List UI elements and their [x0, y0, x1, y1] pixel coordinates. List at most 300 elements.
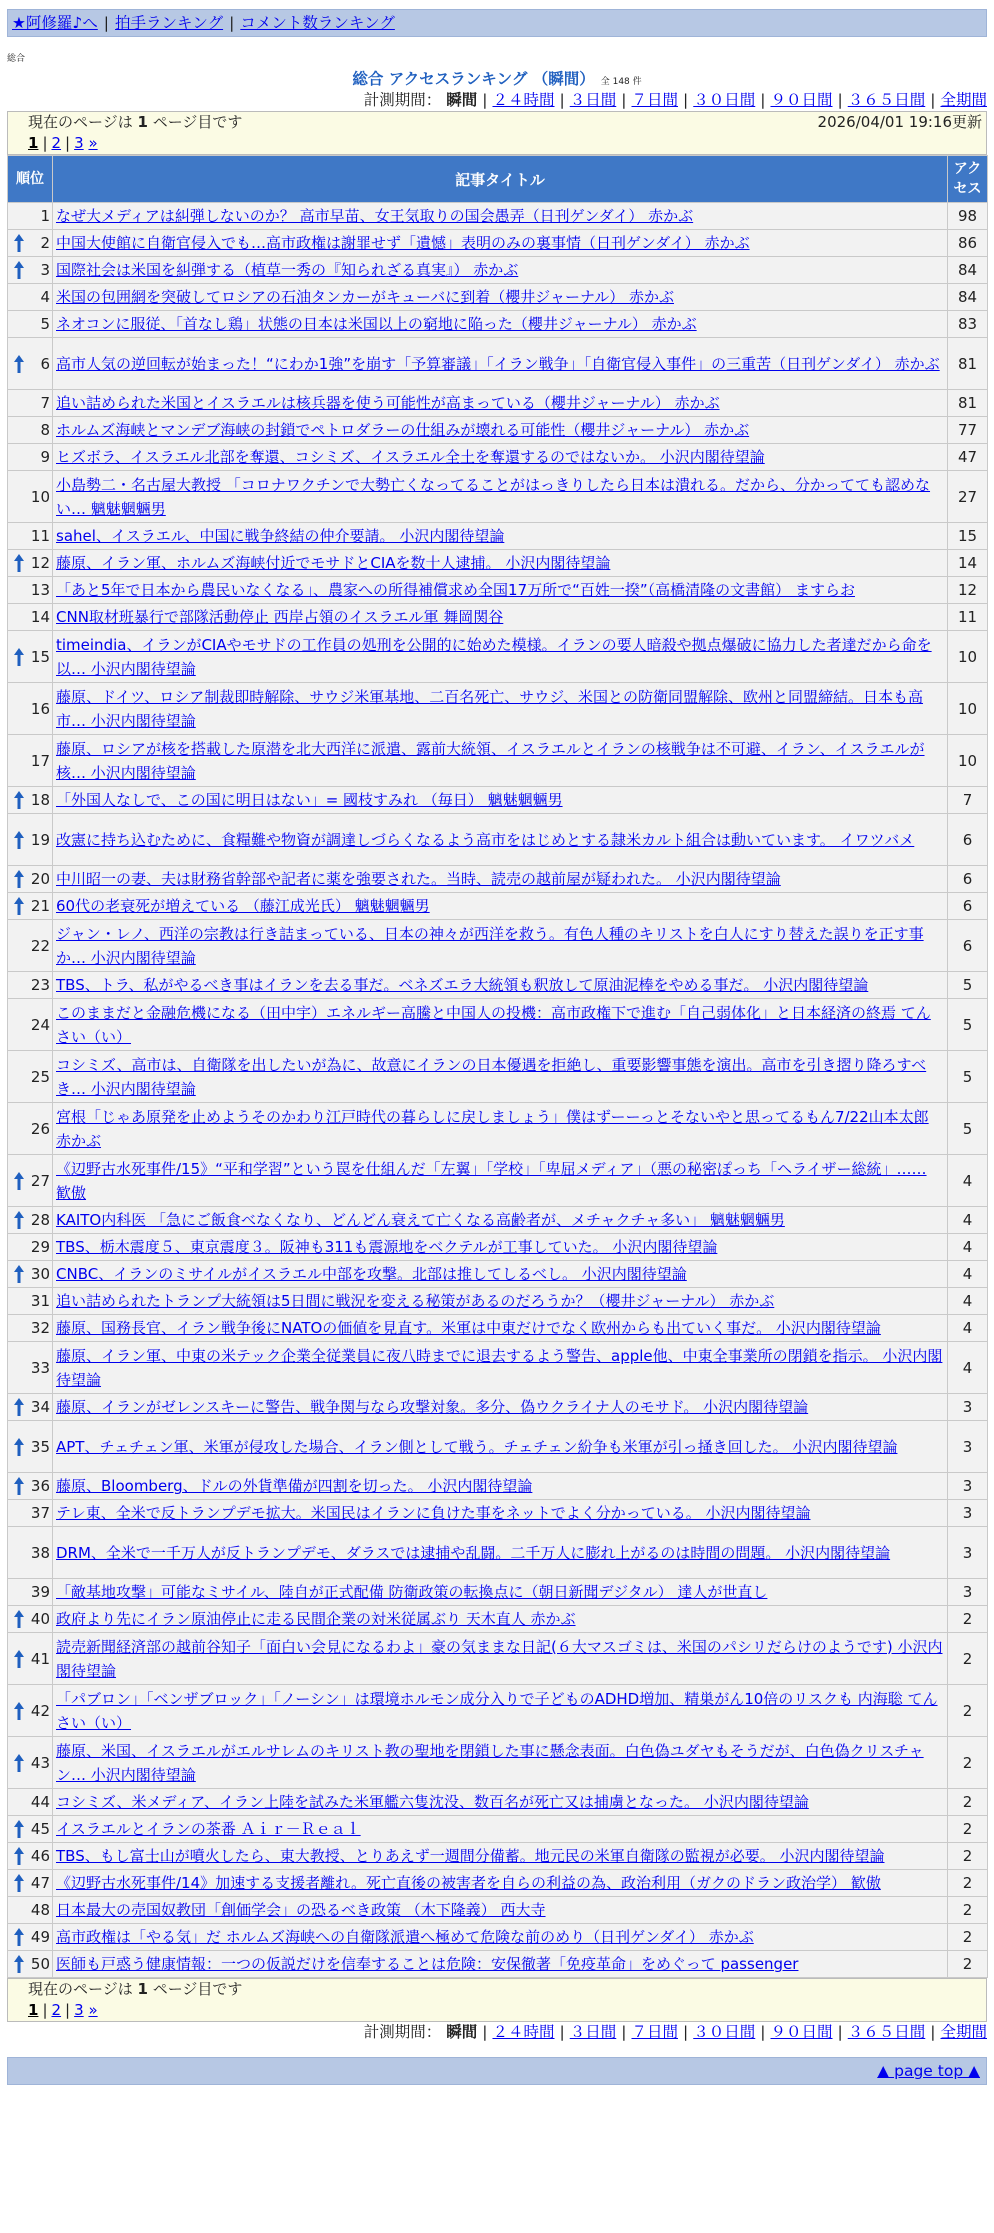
article-link[interactable]: 高市人気の逆回転が始まった！“にわか1強”を崩す「予算審議」「イラン戦争」「自衛官侵入事件」の三重苦（日刊ゲンダイ） 赤かぶ — [56, 354, 940, 373]
up-arrow-icon — [14, 1438, 24, 1456]
rank-cell — [8, 1870, 53, 1897]
rank-number: 16 — [30, 699, 50, 718]
article-link[interactable]: KAITO内科医 「急にご飯食べなくなり、どんどん衰えて亡くなる高齢者が、メチャクチャ多い」 魑魅魍魎男 — [56, 1211, 785, 1229]
article-link[interactable]: 藤原、ドイツ、ロシア制裁即時解除、サウジ米軍基地、二百名死亡、サウジ、米国との防衛同盟解除、欧州と同盟締結。日本も高市… 小沢内閣待望論 — [56, 687, 924, 730]
rank-cell — [8, 1527, 53, 1579]
title-cell — [53, 814, 948, 866]
rank-cell — [8, 1633, 53, 1685]
article-link[interactable]: 藤原、米国、イスラエルがエルサレムのキリスト教の聖地を閉鎖した事に懸念表面。白色偽ユダヤもそうだが、白色偽クリスチャン… 小沢内閣待望論 — [56, 1741, 924, 1784]
rank-cell — [8, 1103, 53, 1155]
article-link[interactable]: DRM、全米で一千万人が反トランプデモ、ダラスでは逮捕や乱闘。二千万人に膨れ上がるのは時間の問題。 小沢内閣待望論 — [56, 1543, 891, 1562]
title-cell — [53, 1816, 948, 1843]
table-row — [8, 1606, 988, 1633]
access-count: 2 — [948, 1789, 988, 1816]
article-link[interactable]: 《辺野古水死事件/14》加速する支援者離れ。死亡直後の被害者を自らの利益の為、政治利用（ガクのドラン政治学） 歓傲 — [56, 1874, 881, 1892]
access-count: 5 — [948, 972, 988, 999]
table-row — [8, 683, 988, 735]
access-count: 2 — [948, 1633, 988, 1685]
rank-number: 10 — [30, 487, 50, 506]
page-link-bottom[interactable]: 1 — [28, 2001, 39, 2019]
article-link[interactable]: コシミズ、高市は、自衛隊を出したいが為に、故意にイランの日本優遇を拒絶し、重要影響事態を演出。高市を引き摺り降ろすべき… 小沢内閣待望論 — [56, 1055, 927, 1098]
table-row — [8, 1924, 988, 1951]
period-link[interactable]: ３日間 — [569, 91, 617, 109]
rank-cell — [8, 1500, 53, 1527]
rank-cell — [8, 471, 53, 523]
top-nav-bar: ★阿修羅♪へ | 拍手ランキング | コメント数ランキング — [7, 9, 987, 37]
access-count: 3 — [948, 1421, 988, 1473]
page-info-bottom — [7, 1978, 987, 2022]
title-cell — [53, 444, 948, 471]
table-row — [8, 1234, 988, 1261]
title-cell — [53, 550, 948, 577]
title-cell — [53, 523, 948, 550]
page-suffix: ページ目です — [152, 113, 243, 131]
period-link[interactable]: ９０日間 — [770, 91, 833, 109]
rank-cell — [8, 417, 53, 444]
title-cell — [53, 1789, 948, 1816]
period-separator-bottom: | — [482, 2023, 488, 2041]
up-arrow-icon — [14, 791, 24, 809]
access-count: 4 — [948, 1234, 988, 1261]
pager-separator: | — [42, 134, 48, 152]
article-link[interactable]: 藤原、Bloomberg、ドルの外貨準備が四割を切った。 小沢内閣待望論 — [56, 1477, 533, 1495]
article-link[interactable]: このままだと金融危機になる（田中宇）エネルギー高騰と中国人の投機：高市政権下で進む「自己弱体化」と日本経済の終焉 てんさい（い） — [56, 1003, 931, 1046]
access-count: 6 — [948, 920, 988, 972]
page-prefix-bottom: 現在のページは — [28, 1980, 133, 1998]
rank-number: 38 — [30, 1543, 50, 1562]
rank-cell — [8, 1288, 53, 1315]
updated-time: 2026/04/01 19:16更新 — [817, 113, 982, 131]
article-link[interactable]: TBS、もし富士山が噴火したら、東大教授、とりあえず一週間分備蓄。地元民の米軍自衛隊の監視が必要。 小沢内閣待望論 — [56, 1847, 885, 1865]
rank-cell — [8, 1897, 53, 1924]
rank-number: 1 — [40, 207, 50, 225]
period-separator-bottom: | — [621, 2023, 627, 2041]
table-row — [8, 257, 988, 284]
access-header: アクセス — [948, 156, 988, 203]
next-page-link-bottom[interactable]: » — [88, 2001, 98, 2019]
current-page-number: 1 — [137, 113, 148, 131]
article-link[interactable]: 「パブロン」「ベンザブロック」「ノーシン」は環境ホルモン成分入りで子どものADHD増加、精巣がん10倍のリスクも 内海聡 てんさい（い） — [56, 1689, 938, 1732]
title-cell — [53, 257, 948, 284]
table-row — [8, 1579, 988, 1606]
title-cell — [53, 338, 948, 390]
rank-number: 6 — [40, 354, 50, 373]
rank-number: 41 — [30, 1649, 50, 1668]
rank-cell — [8, 1394, 53, 1421]
access-count: 2 — [948, 1606, 988, 1633]
period-link-bottom[interactable]: ２４時間 — [492, 2023, 555, 2041]
table-row — [8, 550, 988, 577]
rank-cell — [8, 1789, 53, 1816]
access-count: 14 — [948, 550, 988, 577]
table-row — [8, 1051, 988, 1103]
rank-cell — [8, 1606, 53, 1633]
rank-number: 15 — [30, 647, 50, 666]
rank-cell — [8, 1737, 53, 1789]
title-cell — [53, 230, 948, 257]
bottom-bar — [7, 2057, 987, 2085]
period-link[interactable]: ２４時間 — [492, 91, 555, 109]
page-title-text: 総合 アクセスランキング （瞬間） — [352, 70, 595, 88]
rank-number: 21 — [30, 897, 50, 915]
title-cell — [53, 866, 948, 893]
period-link-bottom[interactable]: 全期間 — [940, 2023, 987, 2041]
access-count: 2 — [948, 1816, 988, 1843]
access-count: 2 — [948, 1843, 988, 1870]
article-link[interactable]: 藤原、イランがゼレンスキーに警告、戦争関与なら攻撃対象。多分、偽ウクライナ人のモサド。 小沢内閣待望論 — [56, 1398, 809, 1416]
period-selector-bottom — [7, 2022, 987, 2043]
title-cell — [53, 683, 948, 735]
table-row — [8, 735, 988, 787]
up-arrow-icon — [14, 1610, 24, 1628]
article-link[interactable]: イスラエルとイランの茶番 Ａｉｒ－Ｒｅａｌ — [56, 1820, 361, 1838]
access-count: 10 — [948, 735, 988, 787]
table-row — [8, 1897, 988, 1924]
access-count: 3 — [948, 1527, 988, 1579]
pager-separator-bottom: | — [42, 2001, 48, 2019]
up-arrow-icon — [14, 1650, 24, 1668]
rank-number: 20 — [30, 870, 50, 888]
article-link[interactable]: 国際社会は米国を糾弾する（植草一秀の『知られざる真実』） 赤かぶ — [56, 261, 519, 279]
article-link[interactable]: APT、チェチェン軍、米軍が侵攻した場合、イラン側として戦う。チェチェン紛争も米軍が引っ掻き回した。 小沢内閣待望論 — [56, 1437, 898, 1456]
rank-cell — [8, 735, 53, 787]
article-link[interactable]: 小島勢二・名古屋大教授 「コロナワクチンで大勢亡くなってることがはっきりしたら日本は潰れる。だから、分かってても認めない… 魑魅魍魎男 — [56, 475, 931, 518]
table-row — [8, 1394, 988, 1421]
applause-ranking-link[interactable]: 拍手ランキング — [115, 14, 224, 32]
rank-cell — [8, 257, 53, 284]
up-arrow-icon — [14, 1754, 24, 1772]
table-row — [8, 417, 988, 444]
article-link[interactable]: 「敵基地攻撃」可能なミサイル、陸自が正式配備 防衛政策の転換点に（朝日新聞デジタル） 達人が世直し — [56, 1583, 768, 1601]
title-cell — [53, 1737, 948, 1789]
table-row — [8, 444, 988, 471]
title-cell — [53, 1288, 948, 1315]
rank-number: 7 — [40, 394, 50, 412]
access-count: 98 — [948, 203, 988, 230]
title-cell — [53, 1685, 948, 1737]
rank-cell — [8, 1051, 53, 1103]
period-separator-bottom: | — [683, 2023, 689, 2041]
page-link-bottom[interactable]: 3 — [74, 2001, 84, 2019]
access-count: 86 — [948, 230, 988, 257]
rank-number: 17 — [30, 751, 50, 770]
page-link[interactable]: 3 — [74, 134, 84, 152]
rank-cell — [8, 284, 53, 311]
period-separator: | — [837, 91, 843, 109]
title-cell — [53, 417, 948, 444]
article-link[interactable]: 藤原、イラン軍、ホルムズ海峡付近でモサドとCIAを数十人逮捕。 小沢内閣待望論 — [56, 554, 611, 572]
period-link[interactable]: 全期間 — [940, 91, 987, 109]
page-link[interactable]: 2 — [51, 134, 62, 152]
rank-number: 3 — [40, 261, 50, 279]
up-arrow-icon — [14, 1702, 24, 1720]
access-count: 10 — [948, 631, 988, 683]
table-row — [8, 390, 988, 417]
title-cell — [53, 1155, 948, 1207]
period-label: 計測期間： — [363, 91, 442, 109]
article-link[interactable]: 藤原、国務長官、イラン戦争後にNATOの価値を見直す。米軍は中東だけでなく欧州からも出ていく事だ。 小沢内閣待望論 — [56, 1319, 881, 1337]
article-link[interactable]: ジャン・レノ、西洋の宗教は行き詰まっている、日本の神々が西洋を救う。有色人種のキリストを白人にすり替えた誤りを正す事か… 小沢内閣待望論 — [56, 924, 924, 967]
rank-number: 33 — [30, 1358, 50, 1377]
access-count: 3 — [948, 1473, 988, 1500]
article-link[interactable]: 《辺野古水死事件/15》“平和学習”という罠を仕組んだ「左翼」「学校」「卑屈メディア」（悪の秘密ぽっち「ヘライザー総統」…… 歓傲 — [56, 1159, 927, 1202]
rank-cell — [8, 866, 53, 893]
title-cell — [53, 1315, 948, 1342]
article-link[interactable]: TBS、栃木震度５、東京震度３。阪神も311も震源地をベクテルが工事していた。 小沢内閣待望論 — [56, 1238, 718, 1256]
article-link[interactable]: timeindia、イランがCIAやモサドの工作員の処刑を公開的に始めた模様。イランの要人暗殺や拠点爆破に協力した者達だから命を以… 小沢内閣待望論 — [56, 635, 932, 678]
article-link[interactable]: ネオコンに服従、「首なし鶏」状態の日本は米国以上の窮地に陥った（櫻井ジャーナル） 赤かぶ — [56, 315, 697, 333]
access-count: 2 — [948, 1924, 988, 1951]
access-count: 4 — [948, 1342, 988, 1394]
rank-cell — [8, 577, 53, 604]
rank-number: 18 — [30, 791, 50, 809]
rank-cell — [8, 1261, 53, 1288]
article-link[interactable]: 医師も戸惑う健康情報：一つの仮説だけを信奉することは危険：安保徹著「免疫革命」をめぐって passenger — [56, 1955, 799, 1973]
article-link[interactable]: CNBC、イランのミサイルがイスラエル中部を攻撃。北部は推してしるべし。 小沢内閣待望論 — [56, 1265, 687, 1283]
title-cell — [53, 390, 948, 417]
rank-number: 48 — [30, 1901, 50, 1919]
article-link[interactable]: 読売新聞経済部の越前谷知子「面白い会見になるわよ」豪の気ままな日記(６大マスゴミは、米国のパシリだらけのようです) 小沢内閣待望論 — [56, 1637, 943, 1680]
table-row — [8, 604, 988, 631]
access-count: 4 — [948, 1315, 988, 1342]
rank-cell — [8, 999, 53, 1051]
page-link[interactable]: 1 — [28, 134, 39, 152]
title-header: 記事タイトル — [53, 156, 948, 203]
rank-number: 45 — [30, 1820, 50, 1838]
table-row — [8, 1789, 988, 1816]
access-count: 2 — [948, 1951, 988, 1978]
table-row — [8, 1870, 988, 1897]
access-count: 5 — [948, 1051, 988, 1103]
page-info-top — [7, 111, 987, 155]
article-link[interactable]: CNN取材班暴行で部隊活動停止 西岸占領のイスラエル軍 舞岡関谷 — [56, 608, 504, 626]
article-link[interactable]: TBS、トラ、私がやるべき事はイランを去る事だ。ベネズエラ大統領も釈放して原油泥棒をやめる事だ。 小沢内閣待望論 — [56, 976, 869, 994]
period-separator-bottom: | — [837, 2023, 843, 2041]
period-label-bottom: 計測期間： — [363, 2023, 442, 2041]
up-arrow-icon — [14, 1477, 24, 1495]
period-current-bottom: 瞬間 — [446, 2023, 478, 2041]
period-separator: | — [683, 91, 689, 109]
article-link[interactable]: 政府より先にイラン原油停止に走る民間企業の対米従属ぶり 天木直人 赤かぶ — [56, 1610, 576, 1628]
period-separator-bottom: | — [559, 2023, 565, 2041]
table-row — [8, 1737, 988, 1789]
up-arrow-icon — [14, 1398, 24, 1416]
article-link[interactable]: 藤原、イラン軍、中東の米テック企業全従業員に夜八時までに退去するよう警告、apple他、中東全事業所の閉鎖を指示。 小沢内閣待望論 — [56, 1346, 943, 1389]
article-link[interactable]: ヒズボラ、イスラエル北部を奪還、コシミズ、イスラエル全土を奪還するのではないか。 小沢内閣待望論 — [56, 448, 765, 466]
up-arrow-icon — [14, 554, 24, 572]
period-current: 瞬間 — [446, 91, 478, 109]
access-count: 81 — [948, 390, 988, 417]
rank-cell — [8, 230, 53, 257]
access-count: 2 — [948, 1737, 988, 1789]
access-count: 6 — [948, 814, 988, 866]
title-cell — [53, 787, 948, 814]
pager-separator-bottom: | — [65, 2001, 71, 2019]
rank-number: 37 — [30, 1504, 50, 1522]
rank-number: 27 — [30, 1171, 50, 1190]
period-link-bottom[interactable]: ３０日間 — [693, 2023, 756, 2041]
access-count: 15 — [948, 523, 988, 550]
article-link[interactable]: ホルムズ海峡とマンデブ海峡の封鎖でペトロダラーの仕組みが壊れる可能性（櫻井ジャーナル） 赤かぶ — [56, 421, 750, 439]
table-row — [8, 972, 988, 999]
table-row — [8, 893, 988, 920]
article-link[interactable]: 高市政権は「やる気」だ ホルムズ海峡への自衛隊派遣へ極めて危険な前のめり（日刊ゲンダイ） 赤かぶ — [56, 1928, 754, 1946]
up-arrow-icon — [14, 1820, 24, 1838]
rank-number: 12 — [30, 554, 50, 572]
rank-number: 43 — [30, 1753, 50, 1772]
article-link[interactable]: 「外国人なしで、この国に明日はない」= 國枝すみれ （毎日） 魑魅魍魎男 — [56, 791, 563, 809]
table-row — [8, 920, 988, 972]
period-link[interactable]: ３０日間 — [693, 91, 756, 109]
article-link[interactable]: 中国大使館に自衛官侵入でも…高市政権は謝罪せず「遺憾」表明のみの裏事情（日刊ゲンダイ） 赤かぶ — [56, 234, 750, 252]
rank-cell — [8, 1816, 53, 1843]
rank-number: 39 — [30, 1583, 50, 1601]
article-link[interactable]: なぜ大メディアは糾弾しないのか？ 高市早苗、女王気取りの国会愚弄（日刊ゲンダイ） 赤かぶ — [56, 207, 694, 225]
table-row — [8, 1500, 988, 1527]
page-top-link[interactable]: ▲ page top ▲ — [877, 2062, 980, 2080]
category-label: 総合 — [7, 54, 26, 64]
title-cell — [53, 999, 948, 1051]
table-row — [8, 1473, 988, 1500]
up-arrow-icon — [14, 897, 24, 915]
access-count: 10 — [948, 683, 988, 735]
rank-cell — [8, 814, 53, 866]
access-count: 84 — [948, 284, 988, 311]
access-count: 7 — [948, 787, 988, 814]
table-row — [8, 1633, 988, 1685]
period-separator-bottom: | — [930, 2023, 936, 2041]
rank-number: 5 — [40, 315, 50, 333]
rank-number: 19 — [30, 830, 50, 849]
home-link[interactable]: ★阿修羅♪へ — [12, 14, 98, 32]
table-row — [8, 1315, 988, 1342]
access-count: 6 — [948, 893, 988, 920]
up-arrow-icon — [14, 234, 24, 252]
access-count: 4 — [948, 1207, 988, 1234]
table-row — [8, 230, 988, 257]
article-link[interactable]: 日本最大の売国奴教団「創価学会」の恐るべき政策 （木下隆義） 西大寺 — [56, 1901, 546, 1919]
table-row — [8, 1342, 988, 1394]
rank-number: 26 — [30, 1119, 50, 1138]
title-cell — [53, 1579, 948, 1606]
title-cell — [53, 1051, 948, 1103]
period-link-bottom[interactable]: ３６５日間 — [847, 2023, 926, 2041]
article-link[interactable]: 改憲に持ち込むために、食糧難や物資が調達しづらくなるよう高市をはじめとする隷米カルト組合は動いています。 イワツバメ — [56, 830, 915, 849]
rank-number: 14 — [30, 608, 50, 626]
table-row — [8, 338, 988, 390]
access-count: 3 — [948, 1394, 988, 1421]
period-link-bottom[interactable]: ３日間 — [569, 2023, 617, 2041]
article-link[interactable]: 追い詰められたトランプ大統領は5日間に戦況を変える秘策があるのだろうか？（櫻井ジャーナル） 赤かぶ — [56, 1292, 775, 1310]
access-count: 27 — [948, 471, 988, 523]
title-cell — [53, 1234, 948, 1261]
rank-cell — [8, 604, 53, 631]
period-link-bottom[interactable]: ７日間 — [631, 2023, 678, 2041]
table-row — [8, 1155, 988, 1207]
article-link[interactable]: sahel、イスラエル、中国に戦争終結の仲介要請。 小沢内閣待望論 — [56, 527, 505, 545]
up-arrow-icon — [14, 1172, 24, 1190]
next-page-link[interactable]: » — [88, 134, 98, 152]
rank-number: 36 — [30, 1477, 50, 1495]
period-separator: | — [760, 91, 766, 109]
article-link[interactable]: 中川昭一の妻、夫は財務省幹部や記者に薬を強要された。当時、読売の越前屋が疑われた。 小沢内閣待望論 — [56, 870, 781, 888]
title-cell — [53, 972, 948, 999]
access-count: 4 — [948, 1155, 988, 1207]
title-cell — [53, 284, 948, 311]
rank-number: 49 — [30, 1928, 50, 1946]
article-link[interactable]: 「あと5年で日本から農民いなくなる」、農家への所得補償求め全国17万所で“百姓一揆”（高橋清隆の文書館） ますらお — [56, 581, 855, 599]
title-cell — [53, 1394, 948, 1421]
pager-bottom — [28, 2000, 986, 2021]
table-row — [8, 999, 988, 1051]
rank-number: 13 — [30, 581, 50, 599]
article-link[interactable]: 追い詰められた米国とイスラエルは核兵器を使う可能性が高まっている（櫻井ジャーナル） 赤かぶ — [56, 394, 720, 412]
period-link[interactable]: ７日間 — [631, 91, 678, 109]
title-cell — [53, 1606, 948, 1633]
ranking-table — [7, 155, 988, 1978]
comment-ranking-link[interactable]: コメント数ランキング — [240, 14, 395, 32]
up-arrow-icon — [14, 870, 24, 888]
article-link[interactable]: 60代の老衰死が増えている （藤江成光氏） 魑魅魍魎男 — [56, 897, 430, 915]
access-count: 6 — [948, 866, 988, 893]
up-arrow-icon — [14, 355, 24, 373]
article-link[interactable]: 藤原、ロシアが核を搭載した原潜を北大西洋に派遣、露前大統領、イスラエルとイランの核戦争は不可避、イラン、イスラエルが核… 小沢内閣待望論 — [56, 739, 925, 782]
period-link[interactable]: ３６５日間 — [847, 91, 926, 109]
access-count: 84 — [948, 257, 988, 284]
up-arrow-icon — [14, 261, 24, 279]
table-row — [8, 311, 988, 338]
table-row — [8, 1685, 988, 1737]
rank-number: 4 — [40, 288, 50, 306]
article-link[interactable]: テレ東、全米で反トランプデモ拡大。米国民はイランに負けた事をネットでよく分かっている。 小沢内閣待望論 — [56, 1504, 811, 1522]
page-suffix-bottom: ページ目です — [152, 1980, 243, 1998]
title-cell — [53, 631, 948, 683]
title-cell — [53, 1421, 948, 1473]
access-count: 4 — [948, 1261, 988, 1288]
period-link-bottom[interactable]: ９０日間 — [770, 2023, 833, 2041]
article-link[interactable]: 米国の包囲網を突破してロシアの石油タンカーがキューバに到着（櫻井ジャーナル） 赤かぶ — [56, 288, 674, 306]
current-page-number-bottom: 1 — [137, 1980, 148, 1998]
article-link[interactable]: コシミズ、米メディア、イラン上陸を試みた米軍艦六隻沈没、数百名が死亡又は捕虜となった。 小沢内閣待望論 — [56, 1793, 809, 1811]
title-cell — [53, 735, 948, 787]
access-count: 12 — [948, 577, 988, 604]
title-cell — [53, 203, 948, 230]
title-cell — [53, 1207, 948, 1234]
title-cell — [53, 577, 948, 604]
period-separator-bottom: | — [760, 2023, 766, 2041]
rank-cell — [8, 444, 53, 471]
title-cell — [53, 604, 948, 631]
rank-number: 22 — [30, 936, 50, 955]
rank-number: 44 — [30, 1793, 50, 1811]
rank-number: 8 — [40, 421, 50, 439]
period-selector-top — [7, 90, 987, 111]
rank-number: 30 — [30, 1265, 50, 1283]
rank-cell — [8, 1315, 53, 1342]
pager-separator: | — [65, 134, 71, 152]
table-row — [8, 1421, 988, 1473]
rank-cell — [8, 550, 53, 577]
rank-number: 25 — [30, 1067, 50, 1086]
page-link-bottom[interactable]: 2 — [51, 2001, 62, 2019]
article-link[interactable]: 宮根「じゃあ原発を止めようそのかわり江戸時代の暮らしに戻しましょう」僕はずーーっとそないやと思ってるもん7/22山本太郎 赤かぶ — [56, 1107, 929, 1150]
rank-cell — [8, 972, 53, 999]
table-row — [8, 1843, 988, 1870]
title-cell — [53, 471, 948, 523]
rank-cell — [8, 311, 53, 338]
table-row — [8, 203, 988, 230]
title-cell — [53, 893, 948, 920]
